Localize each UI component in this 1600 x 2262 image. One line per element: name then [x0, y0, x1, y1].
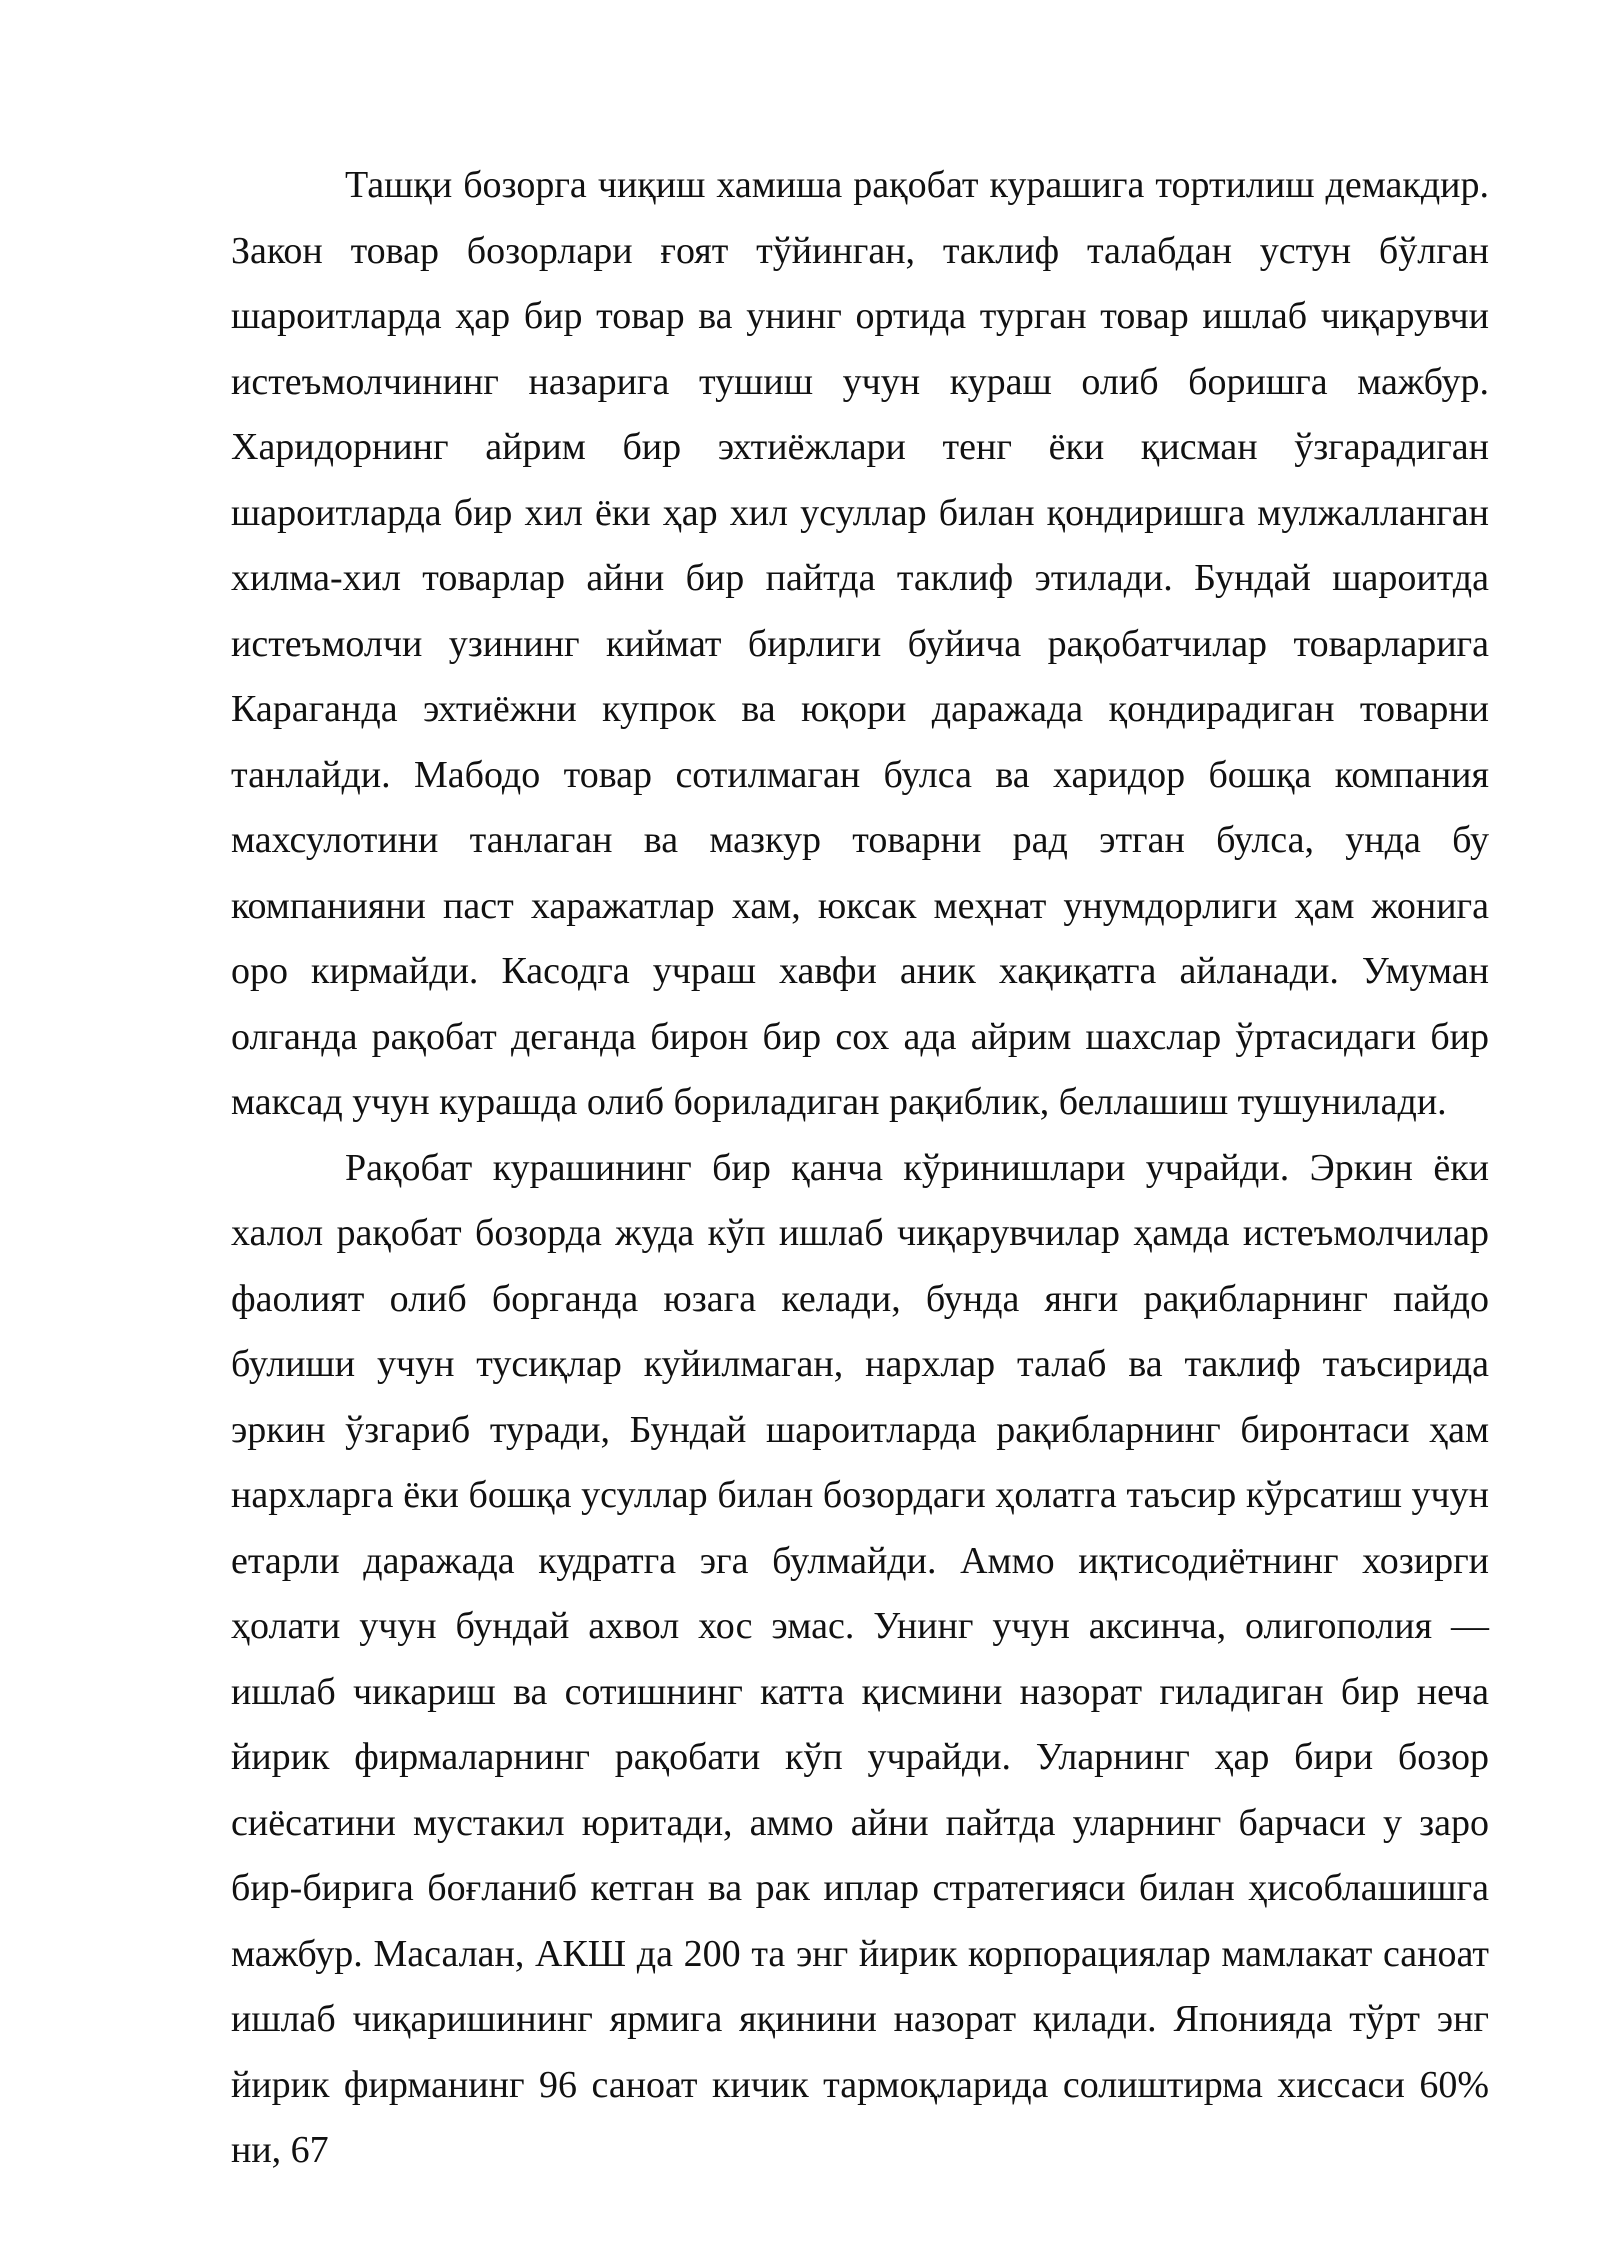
paragraph-2: Рақобат курашининг бир қанча кўринишлари учрайди. Эркин ёки халол рақобат бозорда жуда кўп ишлаб чиқарувчилар ҳамда истеъмолчилар фаолият олиб борганда юзага келади, бунда янги рақибларнинг пайдо булиши учун тусиқлар куйилмаган, нархлар талаб ва таклиф таъсирида эркин ўзгариб туради, Бундай шароитларда рақибларнинг биронтаси ҳам нархларга ёки бошқа усуллар билан бозордаги ҳолатга таъсир кўрсатиш учун етарли даражада кудратга эга булмайди. Аммо иқтисодиётнинг хозирги ҳолати учун бундай ахвол хос эмас. Унинг учун аксинча, олигополия — ишлаб чикариш ва сотишнинг катта қисмини назорат гиладиган бир неча йирик фирмаларнинг рақобати кўп учрайди. Уларнинг ҳар бири бозор сиёсатини мустакил юритади, аммо айни пайтда уларнинг барчаси у заро бир-бирига боғланиб кетган ва рак иплар стратегияси билан ҳисоблашишга мажбур. Масалан, АКШ да 200 та энг йирик корпорациялар мамлакат саноат ишлаб чиқаришининг ярмига яқинини назорат қилади. Японияда тўрт энг йирик фирманинг 96 саноат кичик тармоқларида солиштирма хиссаси 60% ни, 67: [231, 1146, 1489, 2171]
paragraph-1: Ташқи бозорга чиқиш хамиша рақобат курашига тортилиш демакдир. Закон товар бозорлари ғоят тўйинган, таклиф талабдан устун бўлган шароитларда ҳар бир товар ва унинг ортида турган товар ишлаб чиқарувчи истеъмолчининг назарига тушиш учун кураш олиб боришга мажбур. Харидорнинг айрим бир эхтиёжлари тенг ёки қисман ўзгарадиган шароитларда бир хил ёки ҳар хил усуллар билан қондиришга мулжалланган хилма-хил товарлар айни бир пайтда таклиф этилади. Бундай шароитда истеъмолчи узининг киймат бирлиги буйича рақобатчилар товарларига Караганда эхтиёжни купрок ва юқори даражада қондирадиган товарни танлайди. Мабодо товар сотилмаган булса ва харидор бошқа компания махсулотини танлаган ва мазкур товарни рад этган булса, унда бу компанияни паст харажатлар хам, юксак меҳнат унумдорлиги ҳам жонига оро кирмайди. Касодга учраш хавфи аник хақиқатга айланади. Умуман олганда рақобат деганда бирон бир сох ада айрим шахслар ўртасидаги бир максад учун курашда олиб бориладиган рақиблик, беллашиш тушунилади.: [231, 164, 1489, 1123]
body-text: [231, 153, 1489, 2184]
